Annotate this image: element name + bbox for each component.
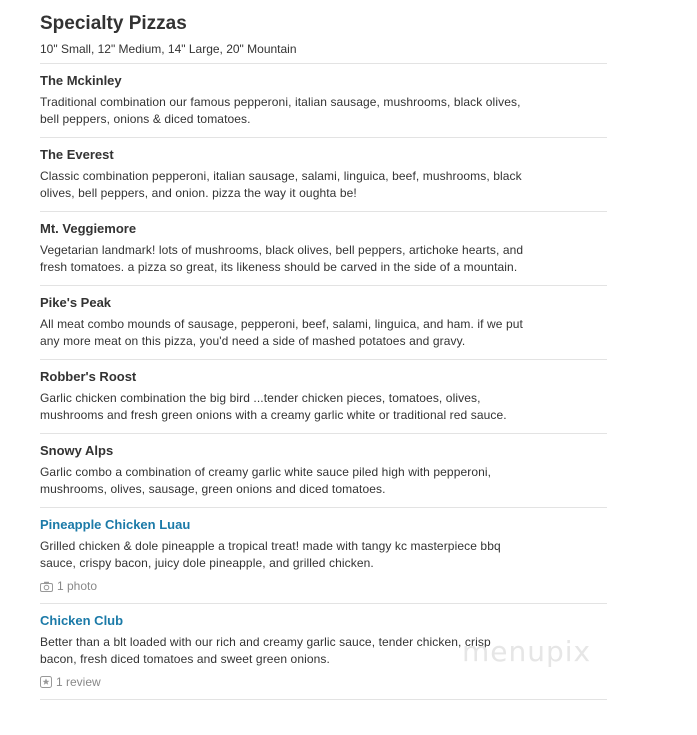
- camera-icon: [40, 581, 53, 592]
- menu-section: [40, 8, 607, 700]
- item-description: Vegetarian landmark! lots of mushrooms, black olives, bell peppers, artichoke hearts, and fresh tomatoes. a pizza so great, its likeness should be carved in the side of a mountain.: [40, 243, 524, 274]
- review-link[interactable]: [40, 674, 607, 690]
- item-name-link[interactable]: Pineapple Chicken Luau: [40, 517, 191, 532]
- menu-item: [40, 508, 607, 604]
- star-icon: [40, 676, 52, 688]
- photo-count: 1 photo: [57, 579, 98, 593]
- size-options: 10" Small, 12" Medium, 14" Large, 20" Mountain: [40, 41, 607, 64]
- review-count: 1 review: [56, 675, 101, 689]
- item-description: Traditional combination our famous pepperoni, italian sausage, mushrooms, black olives, bell peppers, onions & diced tomatoes.: [40, 95, 521, 126]
- section-title: Specialty Pizzas: [40, 13, 187, 34]
- menupix-watermark: menupix: [462, 635, 592, 668]
- photo-link[interactable]: [40, 578, 607, 594]
- item-description: Classic combination pepperoni, italian sausage, salami, linguica, beef, mushrooms, black olives, bell peppers, and onion. pizza the way it oughta be!: [40, 169, 522, 200]
- item-description: Grilled chicken & dole pineapple a tropical treat! made with tangy kc masterpiece bbq sauce, crispy bacon, juicy dole pineapple, and grilled chicken.: [40, 539, 501, 570]
- menu-item: [40, 64, 607, 138]
- menu-item: [40, 286, 607, 360]
- item-name-link[interactable]: Chicken Club: [40, 613, 124, 628]
- menu-item: [40, 434, 607, 508]
- item-name: Pike's Peak: [40, 295, 112, 310]
- item-name: The Mckinley: [40, 73, 122, 88]
- menu-item: [40, 138, 607, 212]
- item-name: Robber's Roost: [40, 369, 137, 384]
- menu-item: [40, 360, 607, 434]
- item-description: Better than a blt loaded with our rich and creamy garlic sauce, tender chicken, crisp bacon, fresh diced tomatoes and sweet green onions.: [40, 635, 491, 666]
- item-description: All meat combo mounds of sausage, pepperoni, beef, salami, linguica, and ham. if we put any more meat on this pizza, you'd need a side of mashed potatoes and gravy.: [40, 317, 523, 348]
- item-description: Garlic combo a combination of creamy garlic white sauce piled high with pepperoni, mushrooms, olives, sausage, green onions and diced tomatoes.: [40, 465, 492, 496]
- menu-item: [40, 212, 607, 286]
- item-description: Garlic chicken combination the big bird ...tender chicken pieces, tomatoes, olives, mushrooms and fresh green onions with a creamy garlic white or traditional red sauce.: [40, 391, 507, 422]
- item-name: Mt. Veggiemore: [40, 221, 137, 236]
- item-name: Snowy Alps: [40, 443, 114, 458]
- item-name: The Everest: [40, 147, 114, 162]
